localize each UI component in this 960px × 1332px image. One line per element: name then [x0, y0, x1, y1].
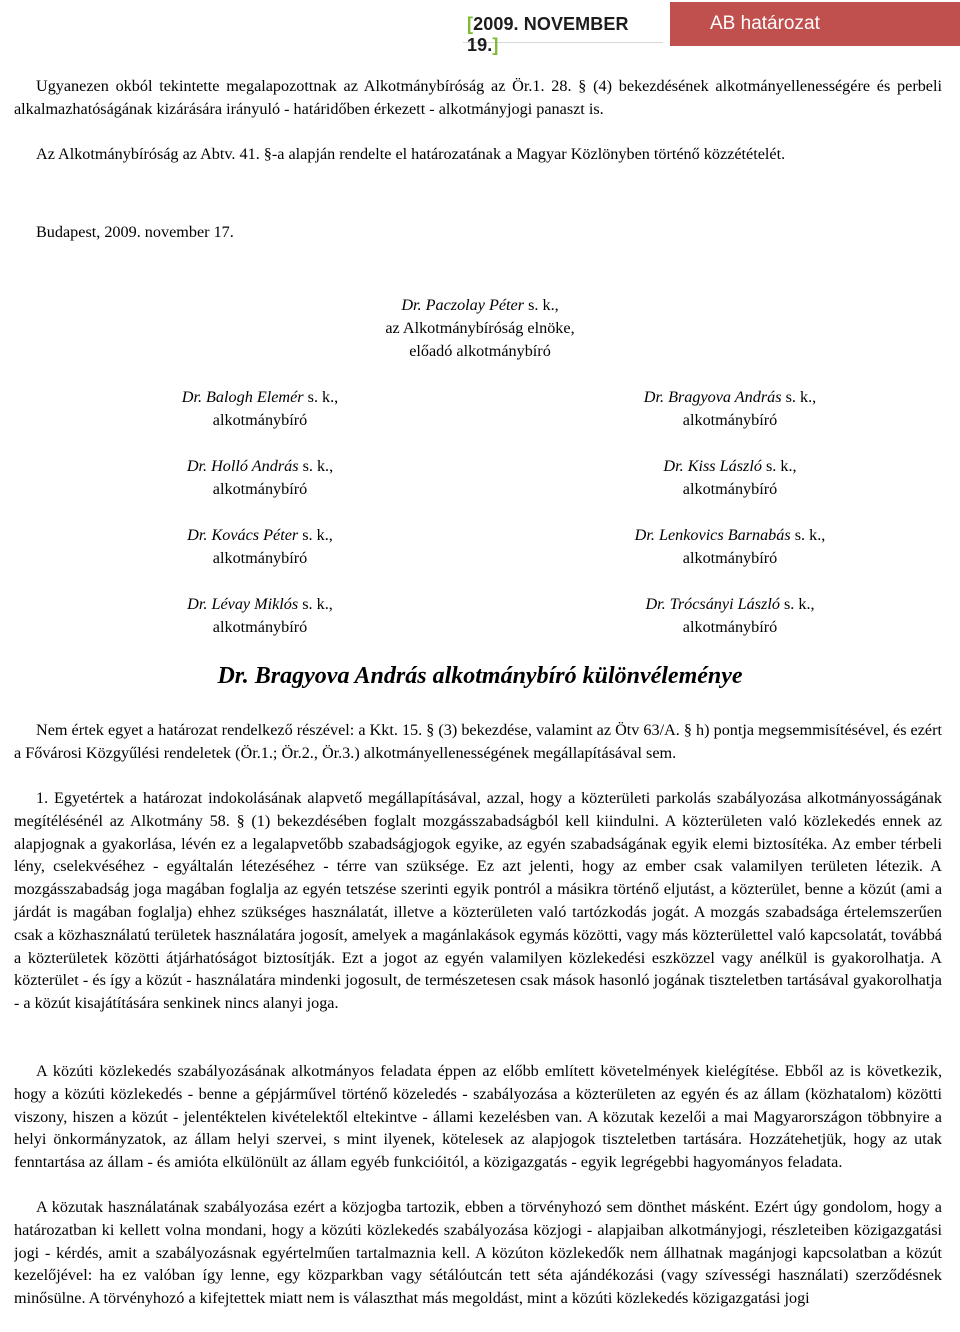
- signature-role: alkotmánybíró: [682, 411, 778, 429]
- intro-paragraph-1: Ugyanezen okból tekintette megalapozottnak az Alkotmánybíróság az Ör.1. 28. § (4) bekezdésének alkotmányellenességére és perbeli alkalmazhatóságának kizárására irányuló - határidőben érkezett - alkotmányjogi panaszt is.: [14, 77, 942, 118]
- signature-suffix: s. k.,: [794, 526, 826, 544]
- signature-name: Dr. Bragyova András: [643, 388, 782, 406]
- signature-suffix: s. k.,: [302, 595, 333, 613]
- signature-name: Dr. Kiss László: [663, 457, 762, 475]
- dissent-paragraph-3: A közúti közlekedés szabályozásának alkotmányos feladata éppen az előbb említett követelmények kielégítése. Ebből az is következik, hogy a közúti közlekedés - benne a gépjárművel történő közeledés - szabályozása a közterületen az egyén és az állam (közhatalom) közötti viszony, hiszen a közút - jelentéktelen kivételektől eltekintve - állami kezelésben van. A közutak kezelői a mai Magyarországon többnyire a helyi önkormányzatok, az állam helyi szervei, s mint ilyenek, kötelesek az alapjogok tiszteletben tartására. Hozzátehetjük, hogy az utak fenntartása az állam - és amióta elkülönült az állam egyéb funkcióitól, a közigazgatás - egyik legrégebbi hagyományos feladata.: [14, 1062, 942, 1172]
- signature-suffix: s. k.,: [785, 388, 817, 406]
- dissent-paragraph-2: 1. Egyetértek a határozat indokolásának alapvető megállapításával, azzal, hogy a közterületi parkolás szabályozása alkotmányosságának megítélésénél az Alkotmány 58. § (1) bekezdésében foglalt mozgásszabadságból kell kiindulni. A közterületen való közlekedés ennek az alapjognak a gyakorlása, lévén ez a legalapvetőbb szabadságjogok egyike, az egyén szabadságának egyik elemi biztosítéka. Az ember térbeli lény, cselekvéséhez - egyáltalán létezéséhez - térre van szüksége. Ez azt jelenti, hogy az ember csak valamilyen területen létezik. A mozgásszabadság joga magában foglalja az egyén tetszése szerinti egyik pontról a másikra történő eljutást, a közterület, benne a közút (ami a járdát is magában foglalja) ehhez szükséges használatát, illetve a közterületen való tartózkodás jogát. A mozgás szabadsága értelemszerűen csak a közhasználatú területek használatára jogosít, amelyek a magánlakások egymás közötti, vagy más közterülettel való kapcsolatát, továbbá a közterületek közötti átjárhatóságot biztosítják. Ezt a jogot az egyén valamilyen közlekedési eszközzel vagy anélkül is gyakorolhatja. A közterület - és így a közút - használatára mindenki jogosult, de természetesen csak mások hasonló jogának tiszteletben tartásával gyakorolhatja - a közút kisajátítására senkinek nincs alanyi joga.: [14, 789, 942, 1013]
- header-date-box: [463, 6, 663, 55]
- signature-suffix: s. k.,: [302, 457, 334, 475]
- signature-role: alkotmánybíró: [212, 480, 308, 498]
- signature-role: alkotmánybíró: [682, 618, 778, 636]
- signature-role: alkotmánybíró: [212, 411, 308, 429]
- header-tag: AB határozat: [710, 13, 820, 34]
- signature-suffix: s. k.,: [765, 457, 797, 475]
- intro-paragraph-2: Az Alkotmánybíróság az Abtv. 41. §-a alapján rendelte el határozatának a Magyar Közlönyben történő közzétételét.: [36, 145, 786, 163]
- signature-judge-left-2: [110, 455, 410, 501]
- signature-name: Dr. Kovács Péter: [187, 526, 299, 544]
- signature-name: Dr. Balogh Elemér: [181, 388, 304, 406]
- signature-judge-left-4: [110, 593, 410, 639]
- place-and-date: Budapest, 2009. november 17.: [36, 223, 234, 241]
- signature-judge-left-3: [110, 524, 410, 570]
- signature-suffix: s. k.,: [307, 388, 339, 406]
- signature-judge-right-4: [580, 593, 880, 639]
- signature-judge-right-3: [580, 524, 880, 570]
- dissent-paragraph-4: A közutak használatának szabályozása ezért a közjogba tartozik, ebben a törvényhozó sem dönthet másként. Ezért úgy gondolom, hogy a határozatban ki kellett volna mondani, hogy a közúti közlekedés szabályozása közjogi - alapjaiban alkotmányjogi, részleteiben közigazgatási jogi - kérdés, amit a szabályozásnak egyértelműen tartalmaznia kell. A közúton közlekedők nem állhatnak magánjogi kapcsolatban a közút kezelőjével: ha ez valóban így lenne, egy közparkban vagy sétálóutcán tett séta ajándékozási (vagy szívességi használati) szerződésnek minősülne. A törvényhozó a kifejtettek miatt nem is választhat más megoldást, mint a közúti közlekedés közigazgatási jogi: [14, 1198, 942, 1308]
- signature-name: Dr. Lévay Miklós: [187, 595, 299, 613]
- signature-name: Dr. Paczolay Péter: [401, 296, 525, 314]
- signature-role: az Alkotmánybíróság elnöke,: [385, 319, 575, 337]
- signature-suffix: s. k.,: [783, 595, 815, 613]
- header-date: [2009. NOVEMBER 19.]: [467, 14, 629, 55]
- signature-role: alkotmánybíró: [212, 549, 308, 567]
- page-header: [457, 2, 957, 55]
- dissent-paragraph-1: Nem értek egyet a határozat rendelkező részével: a Kkt. 15. § (3) bekezdése, valamint az Ötv 63/A. § h) pontja megsemmisítésével, és ezért a Fővárosi Közgyűlési rendeletek (Ör.1.; Ör.2., Ör.3.) alkotmányellenességének megállapításával sem.: [14, 721, 942, 762]
- signature-role: előadó alkotmánybíró: [409, 342, 551, 360]
- signature-name: Dr. Lenkovics Barnabás: [634, 526, 791, 544]
- signature-president: [330, 294, 630, 363]
- signature-role: alkotmánybíró: [212, 618, 308, 636]
- signature-judge-right-2: [580, 455, 880, 501]
- header-tag-box: [670, 2, 960, 46]
- signature-name: Dr. Trócsányi László: [645, 595, 780, 613]
- signature-suffix: s. k.,: [528, 296, 559, 314]
- signature-role: alkotmánybíró: [682, 549, 778, 567]
- signature-suffix: s. k.,: [302, 526, 333, 544]
- signature-name: Dr. Holló András: [186, 457, 299, 475]
- signature-role: alkotmánybíró: [682, 480, 778, 498]
- header-date-text: 2009. NOVEMBER 19.: [467, 14, 629, 55]
- signature-judge-left-1: [110, 386, 410, 432]
- dissent-heading: Dr. Bragyova András alkotmánybíró különvéleménye: [217, 663, 743, 689]
- signature-judge-right-1: [580, 386, 880, 432]
